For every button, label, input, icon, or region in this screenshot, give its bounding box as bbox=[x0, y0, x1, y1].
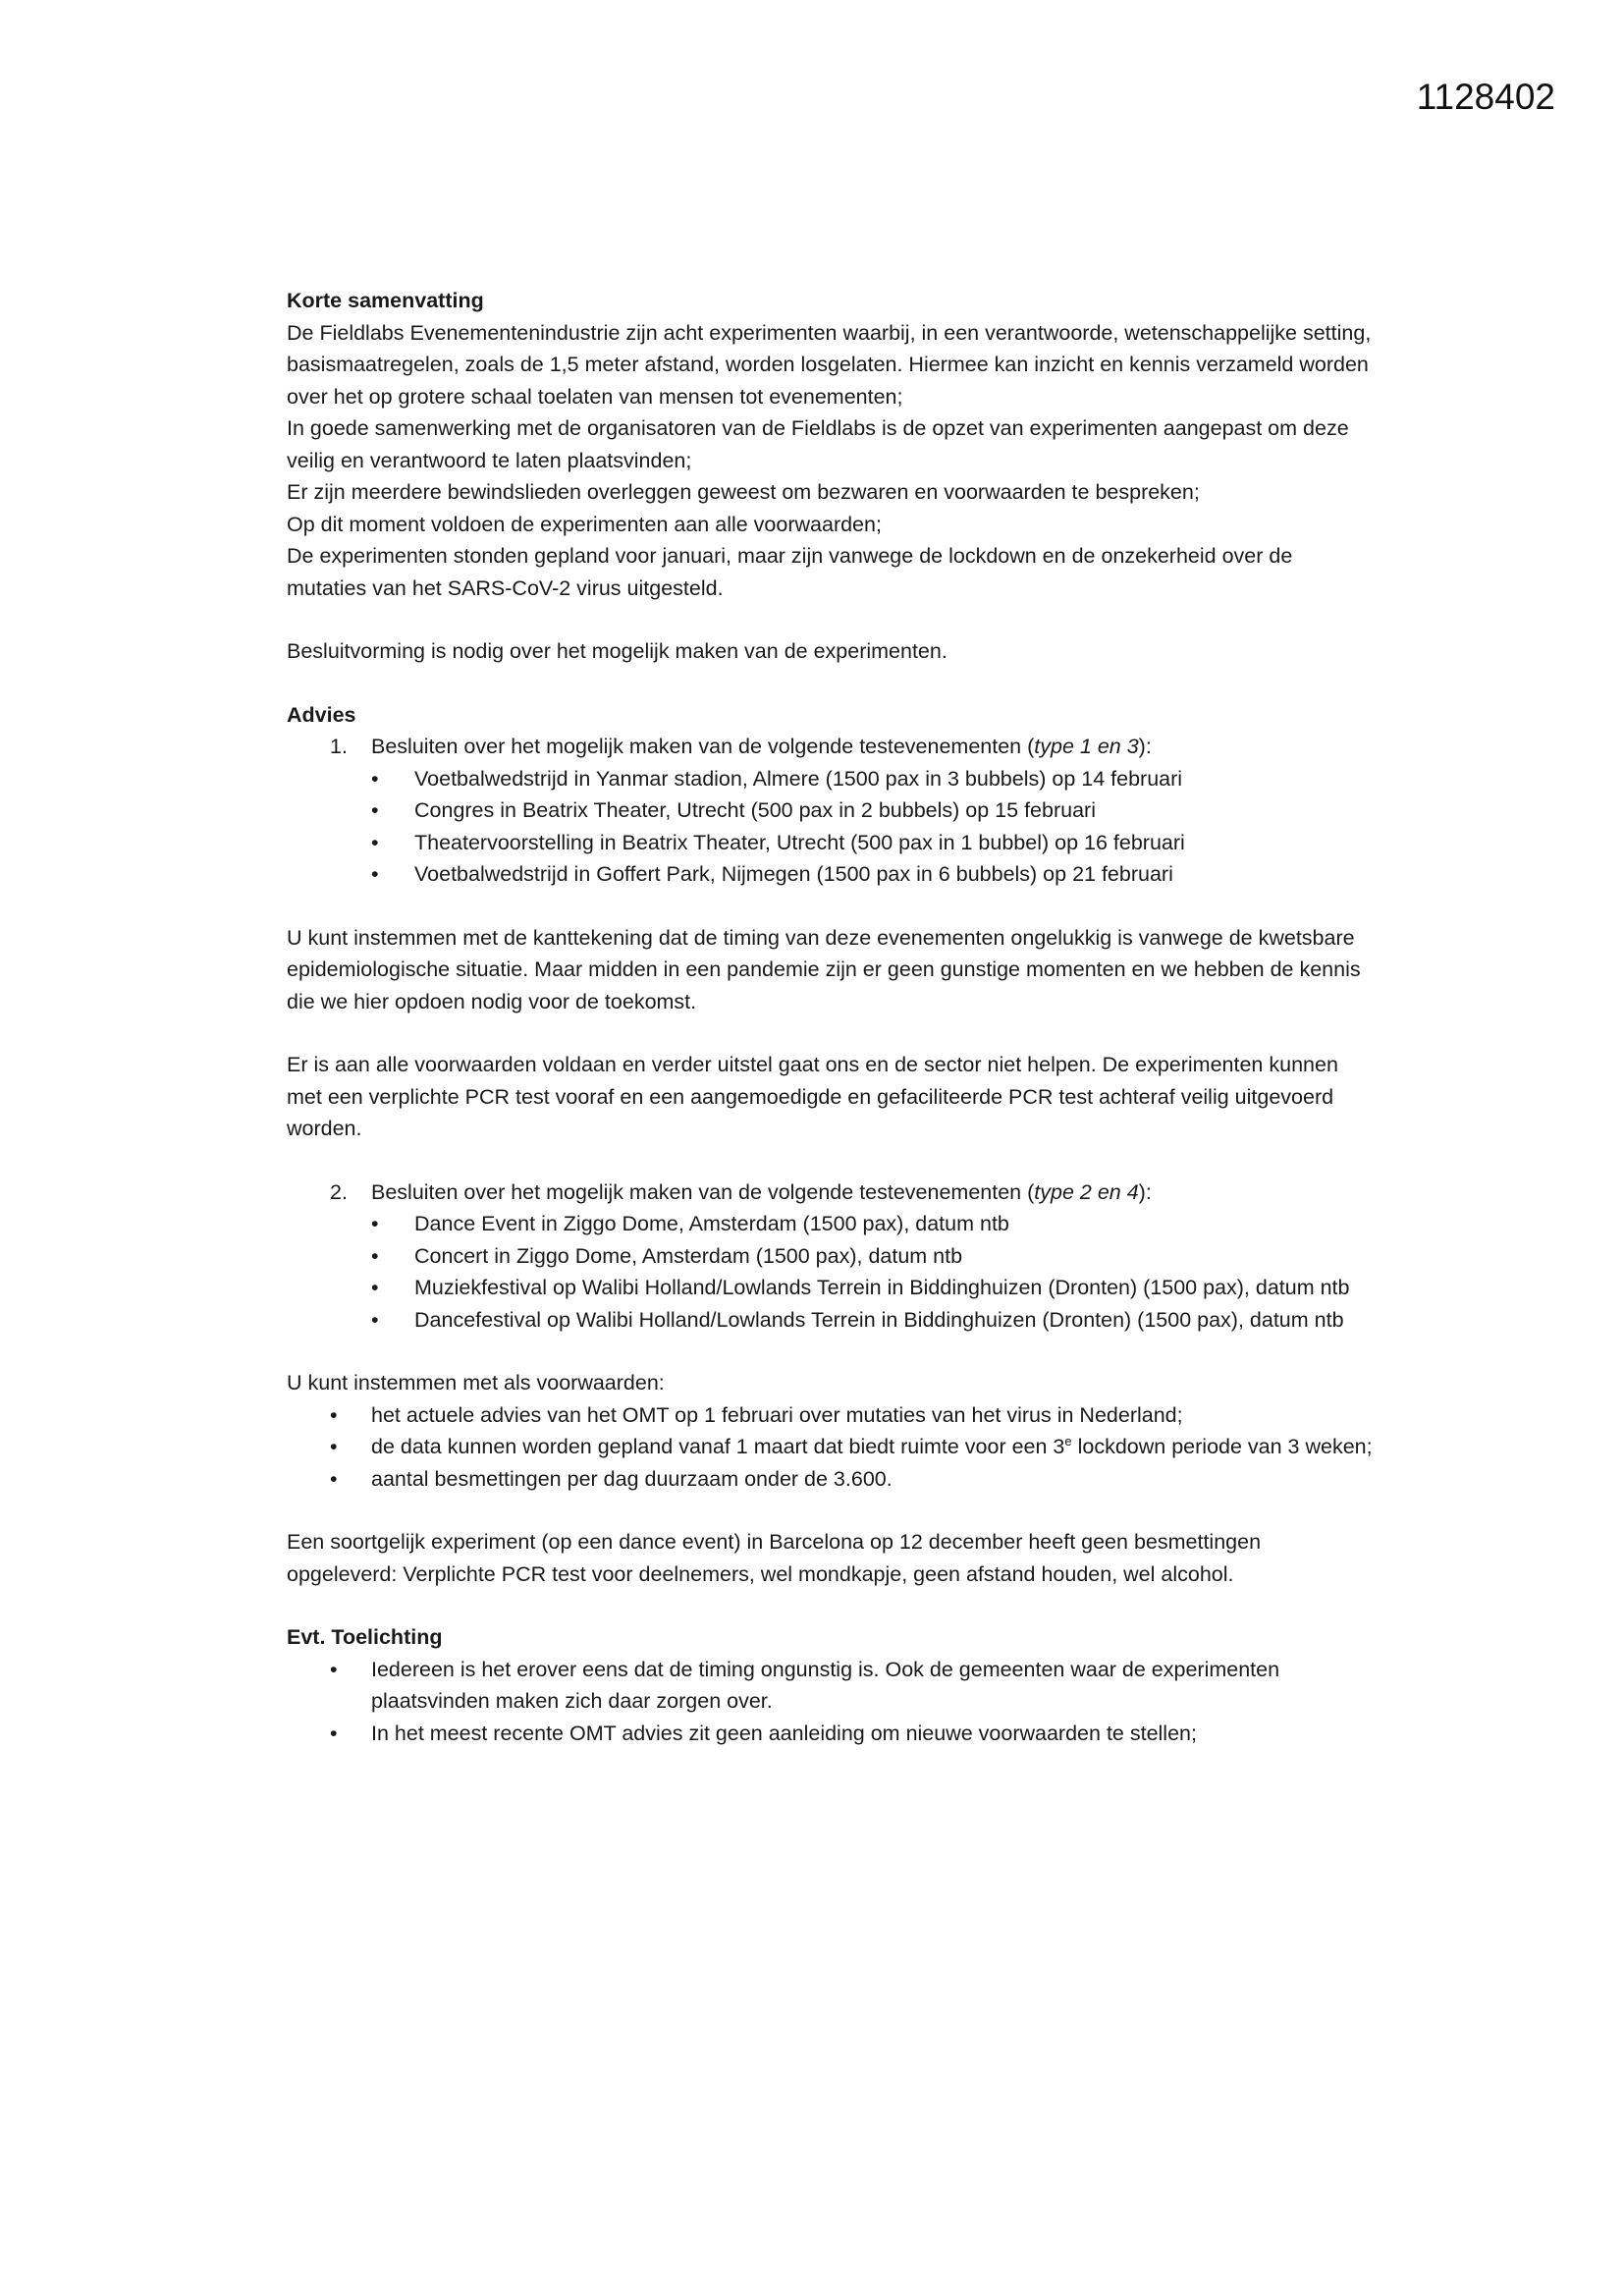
document-body bbox=[287, 285, 1377, 1749]
event-list-2 bbox=[287, 1208, 1377, 1336]
conditions-intro: U kunt instemmen met als voorwaarden: bbox=[287, 1371, 665, 1394]
summary-line: In goede samenwerking met de organisatoren van de Fieldlabs is de opzet van experimenten aangepast om deze veilig en verantwoord te laten plaatsvinden; bbox=[287, 416, 1349, 472]
advice-item-1: 1. Besluiten over het mogelijk maken van de volgende testevenementen (type 1 en 3): bbox=[287, 731, 1377, 763]
list-item: • aantal besmettingen per dag duurzaam onder de 3.600. bbox=[287, 1463, 1377, 1496]
list-item: • Congres in Beatrix Theater, Utrecht (500 pax in 2 bubbels) op 15 februari bbox=[287, 794, 1377, 827]
summary-line: De experimenten stonden gepland voor januari, maar zijn vanwege de lockdown en de onzekerheid over de mutaties van het SARS-CoV-2 virus uitgesteld. bbox=[287, 544, 1293, 600]
list-item: • Dancefestival op Walibi Holland/Lowlands Terrein in Biddinghuizen (Dronten) (1500 pax), datum ntb bbox=[287, 1304, 1377, 1337]
list-item: • Voetbalwedstrijd in Goffert Park, Nijmegen (1500 pax in 6 bubbels) op 21 februari bbox=[287, 858, 1377, 891]
advice-paragraph: U kunt instemmen met de kanttekening dat de timing van deze evenementen ongelukkig is vanwege de kwetsbare epidemiologische situatie. Maar midden in een pandemie zijn er geen gunstige momenten en we hebben de kennis die we hier opdoen nodig voor de toekomst. bbox=[287, 925, 1361, 1013]
conditions-list bbox=[287, 1399, 1377, 1496]
item-number: 2. bbox=[330, 1179, 348, 1204]
event-list-1 bbox=[287, 763, 1377, 891]
toelichting-list bbox=[287, 1654, 1377, 1750]
advice-item-2: 2. Besluiten over het mogelijk maken van de volgende testevenementen (type 2 en 4): bbox=[287, 1176, 1377, 1209]
list-item: • het actuele advies van het OMT op 1 februari over mutaties van het virus in Nederland; bbox=[287, 1399, 1377, 1432]
summary-heading: Korte samenvatting bbox=[287, 289, 484, 312]
document-number: 1128402 bbox=[1416, 77, 1555, 117]
list-item: • Voetbalwedstrijd in Yanmar stadion, Almere (1500 pax in 3 bubbels) op 14 februari bbox=[287, 763, 1377, 795]
list-item: • de data kunnen worden gepland vanaf 1 maart dat biedt ruimte voor een 3e lockdown periode van 3 weken; bbox=[287, 1431, 1377, 1463]
summary-line: De Fieldlabs Evenementenindustrie zijn acht experimenten waarbij, in een verantwoorde, wetenschappelijke setting, basismaatregelen, zoals de 1,5 meter afstand, worden losgelaten. Hiermee kan inzicht en kennis verzameld worden over het op grotere schaal toelaten van mensen tot evenementen; bbox=[287, 320, 1372, 409]
list-item: • Muziekfestival op Walibi Holland/Lowlands Terrein in Biddinghuizen (Dronten) (1500 pax), datum ntb bbox=[287, 1272, 1377, 1304]
list-item: • Iedereen is het erover eens dat de timing ongunstig is. Ook de gemeenten waar de experimenten plaatsvinden maken zich daar zorgen over. bbox=[287, 1654, 1377, 1718]
item-number: 1. bbox=[330, 735, 348, 758]
decision-statement: Besluitvorming is nodig over het mogelijk maken van de experimenten. bbox=[287, 639, 947, 663]
toelichting-heading: Evt. Toelichting bbox=[287, 1625, 443, 1649]
list-item: • Concert in Ziggo Dome, Amsterdam (1500 pax), datum ntb bbox=[287, 1240, 1377, 1273]
barcelona-paragraph: Een soortgelijk experiment (op een dance event) in Barcelona op 12 december heeft geen besmettingen opgeleverd: Verplichte PCR test voor deelnemers, wel mondkapje, geen afstand houden, wel alcohol. bbox=[287, 1530, 1262, 1586]
advies-heading: Advies bbox=[287, 702, 356, 727]
advice-paragraph: Er is aan alle voorwaarden voldaan en verder uitstel gaat ons en de sector niet helpen. De experimenten kunnen met een verplichte PCR test vooraf en een aangemoedigde en gefaciliteerde PCR test achteraf veilig uitgevoerd worden. bbox=[287, 1053, 1338, 1140]
list-item: • Dance Event in Ziggo Dome, Amsterdam (1500 pax), datum ntb bbox=[287, 1208, 1377, 1240]
list-item: • In het meest recente OMT advies zit geen aanleiding om nieuwe voorwaarden te stellen; bbox=[287, 1718, 1377, 1750]
summary-line: Er zijn meerdere bewindslieden overleggen geweest om bezwaren en voorwaarden te bespreken; bbox=[287, 480, 1200, 504]
summary-line: Op dit moment voldoen de experimenten aan alle voorwaarden; bbox=[287, 512, 882, 536]
list-item: • Theatervoorstelling in Beatrix Theater, Utrecht (500 pax in 1 bubbel) op 16 februari bbox=[287, 827, 1377, 859]
